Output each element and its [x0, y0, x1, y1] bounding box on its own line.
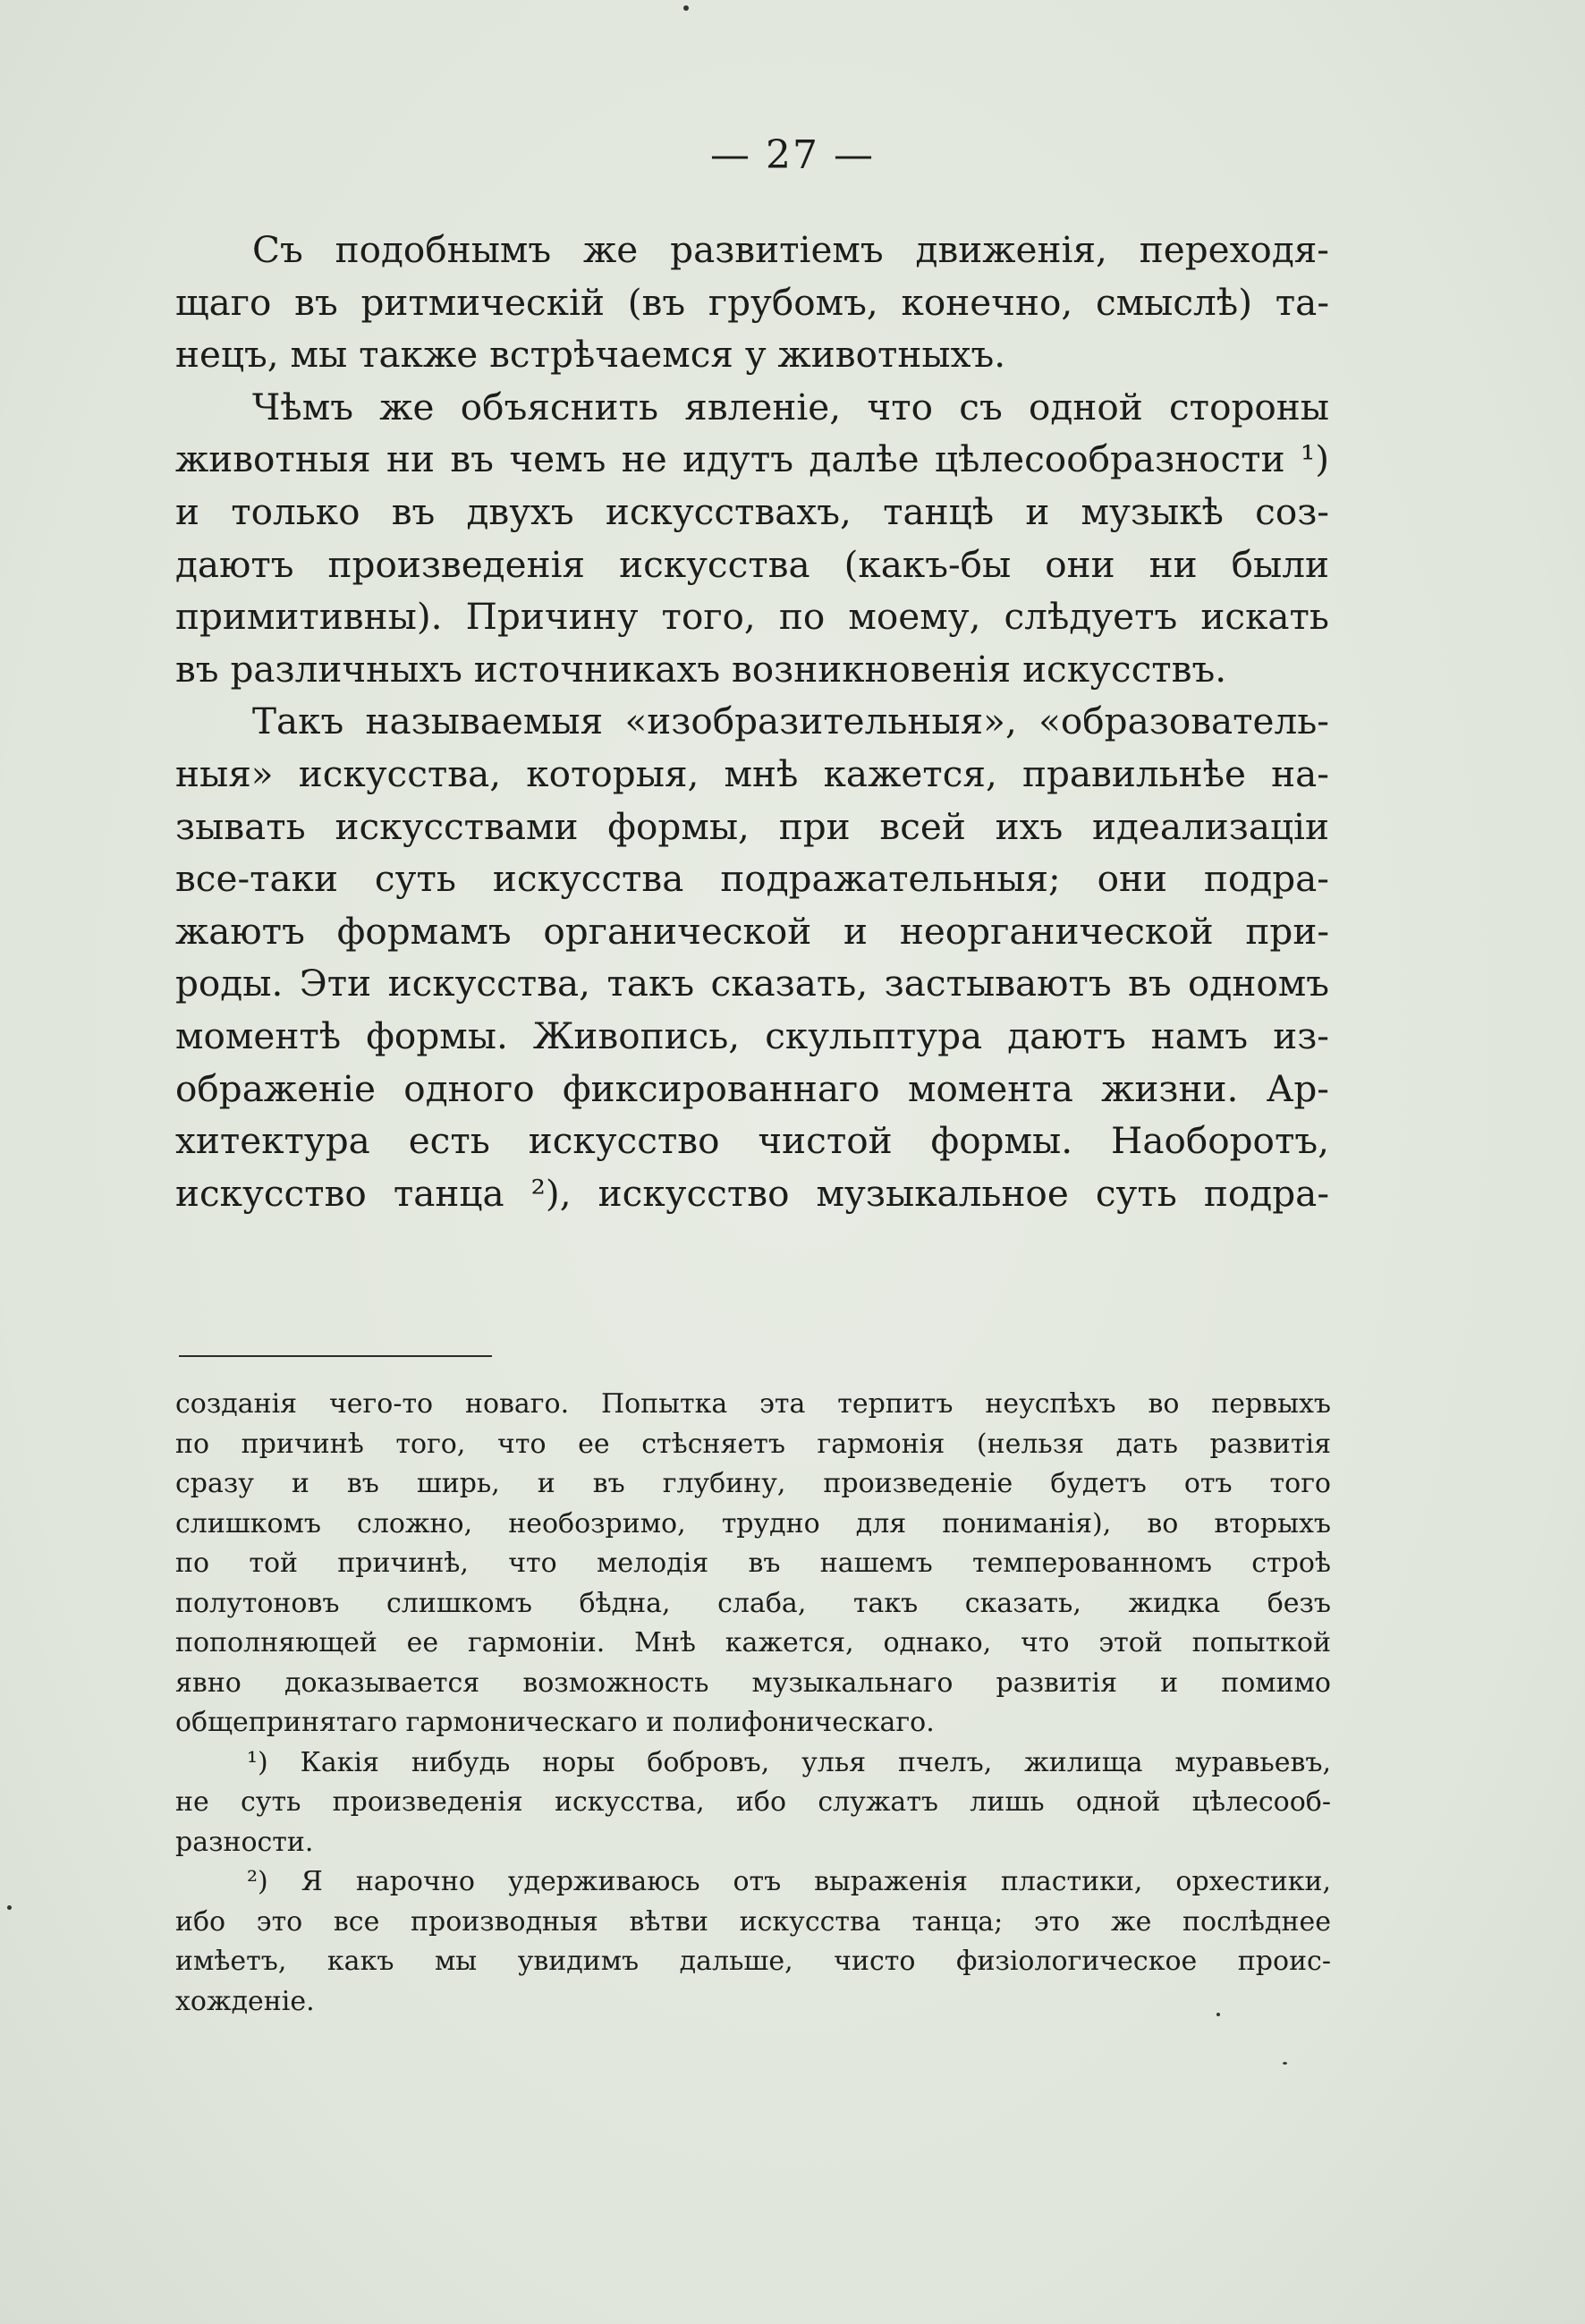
text-line: даютъ произведенія искусства (какъ-бы они ни были	[175, 542, 1329, 586]
page-number: — 27 —	[710, 132, 875, 178]
text-line: искусство танца ²), искусство музыкальное суть подра-	[175, 1171, 1329, 1215]
text-line: моментѣ формы. Живопись, скульптура даютъ намъ из-	[175, 1014, 1329, 1057]
main-text	[175, 224, 1329, 1219]
footnote-line: разности.	[175, 1826, 314, 1858]
text-line: и только въ двухъ искусствахъ, танцѣ и музыкѣ соз-	[175, 489, 1329, 533]
text-line: ныя» искусства, которыя, мнѣ кажется, правильнѣе на-	[175, 751, 1329, 795]
footnote-line: ²) Я нарочно удерживаюсь отъ выраженія пластики, орхестики,	[247, 1866, 1331, 1897]
scan-speck	[7, 1905, 12, 1910]
footnote-line: ¹) Какія нибудь норы бобровъ, улья пчелъ, жилища муравьевъ,	[247, 1746, 1331, 1778]
text-line: нецъ, мы также встрѣчаемся у животныхъ.	[175, 333, 1006, 377]
text-line: ображеніе одного фиксированнаго момента жизни. Ар-	[175, 1066, 1329, 1110]
footnote-line: ибо это все производныя вѣтви искусства танца; это же послѣднее	[175, 1905, 1331, 1938]
footnote-separator	[179, 1355, 492, 1357]
text-line: въ различныхъ источникахъ возникновенія искусствъ.	[175, 647, 1227, 691]
text-line: Чѣмъ же объяснить явленіе, что съ одной стороны	[252, 385, 1329, 428]
text-line: щаго въ ритмическій (въ грубомъ, конечно, смыслѣ) та-	[175, 280, 1329, 324]
footnote-line: по той причинѣ, что мелодія въ нашемъ темперованномъ строѣ	[175, 1548, 1331, 1579]
text-line: Съ подобнымъ же развитіемъ движенія, переходя-	[252, 228, 1329, 271]
text-line: роды. Эти искусства, такъ сказать, застываютъ въ одномъ	[175, 962, 1329, 1005]
text-line: зывать искусствами формы, при всей ихъ идеализаціи	[175, 804, 1329, 848]
scan-speck	[1216, 2013, 1220, 2016]
footnote-line: слишкомъ сложно, необозримо, трудно для пониманія), во вторыхъ	[175, 1507, 1331, 1539]
text-line: все-таки суть искусства подражательныя; они подра-	[175, 857, 1329, 901]
text-line: жаютъ формамъ органической и неорганической при-	[175, 909, 1329, 953]
footnote-line: общепринятаго гармоническаго и полифоническаго.	[175, 1707, 935, 1738]
text-line: Такъ называемыя «изобразительныя», «образователь-	[252, 700, 1329, 743]
footnote-line: полутоновъ слишкомъ бѣдна, слаба, такъ сказать, жидка безъ	[175, 1587, 1331, 1619]
scan-speck	[683, 5, 689, 11]
footnote-line: пополняющей ее гармоніи. Мнѣ кажется, однако, что этой попыткой	[175, 1627, 1331, 1658]
text-line: хитектура есть искусство чистой формы. Наоборотъ,	[175, 1119, 1329, 1163]
text-line: примитивны). Причину того, по моему, слѣдуетъ искать	[175, 595, 1329, 639]
footnote-line: по причинѣ того, что ее стѣсняетъ гармонія (нельзя дать развитія	[175, 1428, 1331, 1460]
footnote-line: не суть произведенія искусства, ибо служатъ лишь одной цѣлесооб-	[175, 1786, 1331, 1818]
scan-speck	[1283, 2062, 1287, 2065]
footnote-line: сразу и въ ширь, и въ глубину, произведеніе будетъ отъ того	[175, 1468, 1331, 1499]
footnote-line: явно доказывается возможность музыкальнаго развитія и помимо	[175, 1667, 1331, 1699]
text-line: животныя ни въ чемъ не идутъ далѣе цѣлесообразности ¹)	[175, 437, 1329, 481]
footnotes	[175, 1385, 1331, 2022]
footnote-line: хожденіе.	[175, 1985, 315, 2017]
footnote-line: созданія чего-то новаго. Попытка эта терпитъ неуспѣхъ во первыхъ	[175, 1388, 1331, 1420]
footnote-line: имѣетъ, какъ мы увидимъ дальше, чисто физіологическое проис-	[175, 1946, 1331, 1977]
